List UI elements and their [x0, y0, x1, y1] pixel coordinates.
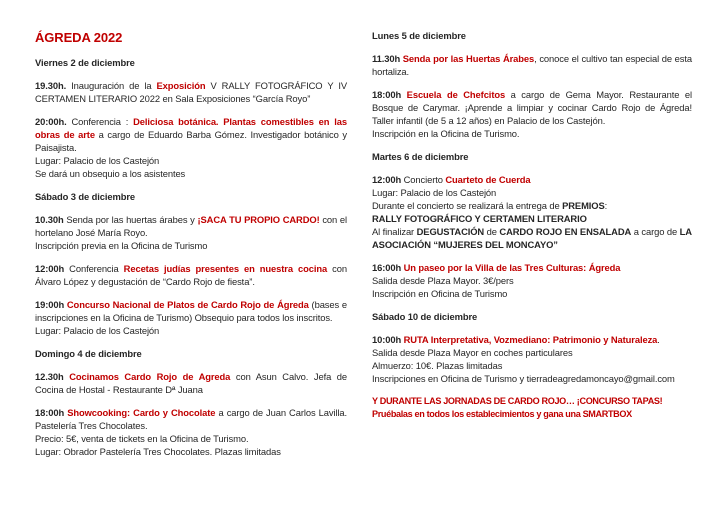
event-paragraph — [35, 298, 347, 337]
text-run: de — [484, 226, 500, 237]
right-column — [372, 29, 692, 468]
day-heading — [372, 150, 692, 163]
text-run: V RALLY FOTOGRÁFICO Y IV CERTAMEN LITERARIO 2022 en Sala Exposiciones “García Royo” — [35, 80, 347, 104]
text-run: Conferencia — [64, 263, 124, 274]
event-paragraph — [372, 261, 692, 300]
text-run: Lugar: Palacio de los Castejón — [35, 155, 160, 166]
event-paragraph — [35, 213, 347, 252]
text-run: DEGUSTACIÓN — [416, 226, 485, 237]
text-run: Lugar: Palacio de los Castejón — [372, 187, 497, 198]
text-run: Sábado 3 de diciembre — [35, 191, 136, 202]
text-run: (bases e inscripciones en la Oficina de Turismo) Obsequio para todos los inscritos. — [35, 299, 347, 323]
event-paragraph — [35, 406, 347, 458]
event-paragraph — [35, 370, 347, 396]
highlighted-text-run: Un paseo por la Villa de las Tres Culturas: Ágreda — [403, 262, 621, 273]
text-run: CARDO ROJO EN ENSALADA — [499, 226, 632, 237]
text-run: 10.30h — [35, 214, 64, 225]
day-heading — [372, 29, 692, 42]
text-run: Salida desde Plaza Mayor. 3€/pers — [372, 275, 514, 286]
highlighted-text-run: Escuela de Chefcitos — [406, 89, 506, 100]
text-run: con Álvaro López y degustación de “Cardo Rojo de fiesta”. — [35, 263, 347, 287]
text-run: Durante el concierto se realizará la entrega de — [372, 200, 563, 211]
event-paragraph — [372, 52, 692, 78]
footer-announcement — [372, 395, 692, 421]
highlighted-text-run: RUTA Interpretativa, Vozmediano: Patrimonio y Naturaleza — [403, 334, 658, 345]
text-run: 18:00h — [35, 407, 65, 418]
day-heading — [372, 310, 692, 323]
text-run: Martes 6 de diciembre — [372, 151, 469, 162]
day-heading — [35, 347, 347, 360]
text-run: 10:00h — [372, 334, 402, 345]
text-run: Inscripción previa en la Oficina de Turismo — [35, 240, 208, 251]
text-run: , conoce el cultivo tan especial de esta hortaliza. — [372, 53, 692, 77]
highlighted-text-run: Recetas judías presentes en nuestra cocina — [123, 263, 328, 274]
text-run: 16:00h — [372, 262, 402, 273]
highlighted-text-run: ¡SACA TU PROPIO CARDO! — [197, 214, 320, 225]
event-paragraph — [372, 173, 692, 251]
text-run: Lugar: Obrador Pastelería Tres Chocolates. Plazas limitadas — [35, 446, 281, 457]
highlighted-text-run: Cocinamos Cardo Rojo de Agreda — [69, 371, 231, 382]
event-paragraph — [35, 262, 347, 288]
text-run: Se dará un obsequio a los asistentes — [35, 168, 186, 179]
text-run: Almuerzo: 10€. Plazas limitadas — [372, 360, 503, 371]
text-run: con Asun Calvo. Jefa de Cocina de Hostal - Restaurante Dª Juana — [35, 371, 347, 395]
text-run: Lugar: Palacio de los Castejón — [35, 325, 160, 336]
highlighted-text-run: Senda por las Huertas Árabes — [402, 53, 535, 64]
text-run: a cargo de — [631, 226, 680, 237]
day-heading — [35, 56, 347, 69]
highlighted-text-run: Y DURANTE LAS JORNADAS DE CARDO ROJO… ¡CONCURSO TAPAS! — [372, 396, 663, 406]
text-run: Inscripción en Oficina de Turismo — [372, 288, 508, 299]
text-run: Al finalizar — [372, 226, 417, 237]
highlighted-text-run: Cuarteto de Cuerda — [445, 174, 531, 185]
text-run: a cargo de Eduardo Barba Gómez. Investigador botánico y Paisajista. — [35, 129, 348, 153]
text-run: 20:00h. — [35, 116, 67, 127]
text-run: Domingo 4 de diciembre — [35, 348, 142, 359]
text-run: PREMIOS — [562, 200, 605, 211]
text-run: 19:00h — [35, 299, 65, 310]
highlighted-text-run: Concurso Nacional de Platos de Cardo Rojo de Ágreda — [66, 299, 309, 310]
text-run: Inscripción en la Oficina de Turismo. — [372, 128, 520, 139]
text-run: RALLY FOTOGRÁFICO Y CERTAMEN LITERARIO — [372, 213, 587, 224]
text-run: 19.30h. — [35, 80, 67, 91]
highlighted-text-run: Showcooking: Cardo y Chocolate — [67, 407, 216, 418]
text-run: Lunes 5 de diciembre — [372, 30, 466, 41]
event-paragraph — [372, 333, 692, 385]
text-run: 11.30h — [372, 53, 401, 64]
text-run: . — [657, 334, 660, 345]
text-run: Concierto — [401, 174, 446, 185]
text-run: 12.30h — [35, 371, 64, 382]
event-paragraph — [372, 88, 692, 140]
text-run: Precio: 5€, venta de tickets en la Oficina de Turismo. — [35, 433, 249, 444]
text-run: Senda por las huertas árabes y — [63, 214, 198, 225]
text-run: a cargo de Gema Mayor. Restaurante el Bosque de Carymar. ¡Aprende a limpiar y cocinar Cardo Rojo de Ágreda! Taller infantil (de 5 a 12 años) en Palacio de los Castejón. — [372, 89, 692, 126]
text-run: LA ASOCIACIÓN “MUJERES DEL MONCAYO” — [372, 226, 692, 250]
day-heading — [35, 190, 347, 203]
event-paragraph — [35, 115, 347, 180]
highlighted-text-run: Pruébalas en todos los establecimientos y gana una SMARTBOX — [372, 409, 632, 419]
text-run: a cargo de Juan Carlos Lavilla. Pastelería Tres Chocolates. — [35, 407, 347, 431]
text-run: con el hortelano José María Royo. — [35, 214, 347, 238]
highlighted-text-run: ÁGREDA 2022 — [35, 30, 123, 45]
left-column — [35, 29, 347, 468]
text-run: Inscripciones en Oficina de Turismo y tierradeagredamoncayo@gmail.com — [372, 373, 675, 384]
page-title — [35, 29, 347, 46]
text-run: 12:00h — [35, 263, 65, 274]
text-run: Conferencia : — [66, 116, 134, 127]
event-paragraph — [35, 79, 347, 105]
highlighted-text-run: Deliciosa botánica. Plantas comestibles en las obras de arte — [35, 116, 347, 140]
text-run: Sábado 10 de diciembre — [372, 311, 478, 322]
text-run: 18:00h — [372, 89, 402, 100]
text-run: Inauguración de la — [66, 80, 157, 91]
text-run: 12:00h — [372, 174, 402, 185]
highlighted-text-run: Exposición — [156, 80, 206, 91]
text-run: Viernes 2 de diciembre — [35, 57, 135, 68]
text-run: Salida desde Plaza Mayor en coches particulares — [372, 347, 573, 358]
text-run: : — [604, 200, 608, 211]
